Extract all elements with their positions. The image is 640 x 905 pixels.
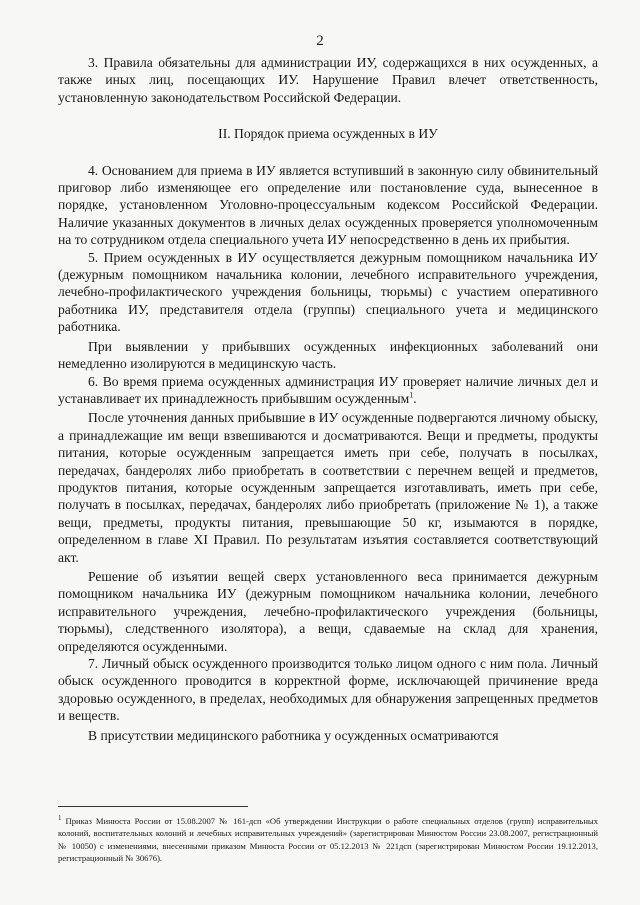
- paragraph-6-end: .: [413, 390, 417, 406]
- footnote-divider: [58, 806, 248, 807]
- document-body: [58, 54, 598, 744]
- paragraph-5: 5. Прием осужденных в ИУ осуществляется дежурным помощником начальника ИУ (дежурным помощником начальника колонии, лечебного исправительного учреждения, лечебно-профилактического учреждения больницы, тюрьмы) с участием оперативного работника ИУ, представителя отдела (группы) специального учета и медицинского работника.: [58, 249, 598, 335]
- page-number: 2: [316, 33, 324, 49]
- paragraph-5-infection: При выявлении у прибывших осужденных инфекционных заболеваний они немедленно изолируются в медицинскую часть.: [58, 338, 598, 372]
- footnote: [58, 815, 598, 865]
- paragraph-6-decision: Решение об изъятии вещей сверх установленного веса принимается дежурным помощником начальника ИУ (дежурным помощником начальника колонии, лечебного исправительного учреждения, лечебно-профилактического учреждения (больницы, тюрьмы), следственного изолятора), а вещи, сдаваемые на склад для хранения, определяются осужденными.: [58, 568, 598, 654]
- paragraph-6-search: После уточнения данных прибывшие в ИУ осужденные подвергаются личному обыску, а принадлежащие им вещи взвешиваются и досматриваются. Вещи и предметы, продукты питания, которые осужденным запрещается иметь при себе, получать в посылках, передачах, бандеролях либо приобретать в соответствии с перечнем вещей и предметов, продуктов питания, которые осужденным запрещается изготавливать, иметь при себе, получать в посылках, передачах, бандеролях либо приобретать (приложение № 1), а также вещи, предметы, продукты питания, превышающие 50 кг, изымаются в порядке, определенном в главе XI Правил. По результатам изъятия составляется соответствующий акт.: [58, 410, 598, 565]
- paragraph-7-medical: В присутствии медицинского работника у осужденных осматриваются: [88, 727, 499, 743]
- footnote-marker: 1: [58, 814, 62, 823]
- paragraph-7: 7. Личный обыск осужденного производится только лицом одного с ним пола. Личный обыск осужденного проводится в корректной форме, исключающей причинение вреда здоровью осужденного, в пределах, необходимых для обнаружения запрещенных предметов и веществ.: [58, 656, 598, 724]
- section-heading: II. Порядок приема осужденных в ИУ: [218, 126, 438, 142]
- footnote-text: Приказ Минюста России от 15.08.2007 № 161-дсп «Об утверждении Инструкции о работе специальных отделов (групп) исправительных колоний, воспитательных колоний и лечебных исправительных учреждений» (зарегистрирован Минюстом России 23.08.2007, регистрационный № 10050) с изменениями, внесенными приказом Минюста России от 05.12.2013 № 221дсп (зарегистрирован Минюстом России 19.12.2013, регистрационный № 30676).: [58, 816, 598, 864]
- footnote-reference: 1: [409, 390, 414, 400]
- paragraph-4: 4. Основанием для приема в ИУ является вступивший в законную силу обвинительный приговор либо изменяющее его определение или постановление суда, вынесенное в порядке, установленном Уголовно-процессуальным кодексом Российской Федерации. Наличие указанных документов в личных делах осужденных проверяется уполномоченным на то сотрудником отдела специального учета ИУ непосредственно в день их прибытия.: [58, 162, 598, 248]
- paragraph-6-text: 6. Во время приема осужденных администрация ИУ проверяет наличие личных дел и устанавливает их принадлежность прибывшим осужденным: [58, 373, 598, 406]
- paragraph-6: [58, 373, 598, 408]
- paragraph-3: 3. Правила обязательны для администрации ИУ, содержащихся в них осужденных, а также иных лиц, посещающих ИУ. Нарушение Правил влечет ответственность, установленную законодательством Российской Федерации.: [58, 55, 598, 105]
